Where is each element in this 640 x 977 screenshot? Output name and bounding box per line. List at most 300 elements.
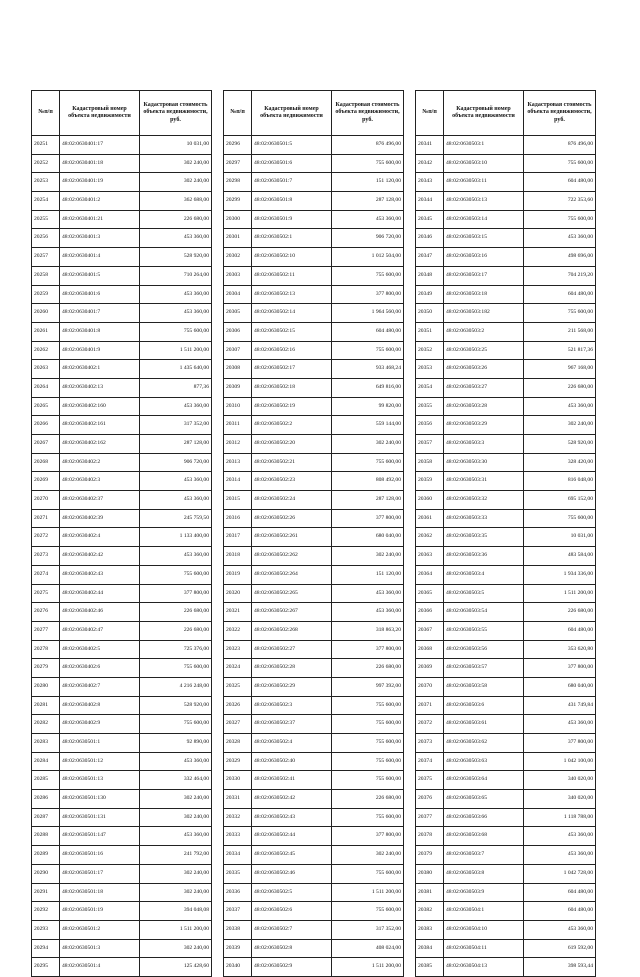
header-cadastral-number: Кадастровый номер объекта недвижимости xyxy=(252,91,332,136)
row-number: 20355 xyxy=(416,397,444,416)
cadastral-value: 755 600,00 xyxy=(140,715,212,734)
header-cadastral-value: Кадастровая стоимость объекта недвижимости, руб. xyxy=(140,91,212,136)
cadastral-value: 453 360,00 xyxy=(332,210,404,229)
row-number: 20346 xyxy=(416,229,444,248)
cadastral-number: 48:02:0630501:16 xyxy=(60,846,140,865)
cadastral-number: 48:02:0630402:39 xyxy=(60,509,140,528)
cadastral-value: 353 620,80 xyxy=(524,640,596,659)
cadastral-number: 48:02:0630503:35 xyxy=(444,528,524,547)
row-number: 20300 xyxy=(224,210,252,229)
cadastral-value: 302 240,00 xyxy=(332,435,404,454)
table-row xyxy=(32,752,212,771)
cadastral-number: 48:02:0630502:1 xyxy=(252,229,332,248)
row-number: 20325 xyxy=(224,677,252,696)
table-header-row xyxy=(32,91,212,136)
cadastral-number: 48:02:0630402:6 xyxy=(60,659,140,678)
header-cadastral-value: Кадастровая стоимость объекта недвижимости, руб. xyxy=(332,91,404,136)
table-header-row xyxy=(416,91,596,136)
table-row xyxy=(416,397,596,416)
table-row xyxy=(224,696,404,715)
cadastral-number: 48:02:0630502:11 xyxy=(252,266,332,285)
cadastral-number: 48:02:0630402:44 xyxy=(60,584,140,603)
cadastral-number: 48:02:0630503:29 xyxy=(444,416,524,435)
table-row xyxy=(224,939,404,958)
cadastral-number: 48:02:0630502:42 xyxy=(252,790,332,809)
row-number: 20357 xyxy=(416,435,444,454)
cadastral-number: 48:02:0630503:56 xyxy=(444,640,524,659)
row-number: 20299 xyxy=(224,192,252,211)
row-number: 20323 xyxy=(224,640,252,659)
cadastral-number: 48:02:0630503:17 xyxy=(444,266,524,285)
cadastral-number: 48:02:0630402:5 xyxy=(60,640,140,659)
cadastral-number: 48:02:0630502:6 xyxy=(252,902,332,921)
cadastral-value: 302 240,00 xyxy=(140,808,212,827)
table-row xyxy=(32,435,212,454)
row-number: 20378 xyxy=(416,827,444,846)
row-number: 20322 xyxy=(224,621,252,640)
cadastral-number: 48:02:0630503:66 xyxy=(444,808,524,827)
table-row xyxy=(224,734,404,753)
row-number: 20335 xyxy=(224,864,252,883)
cadastral-number: 48:02:0630503:31 xyxy=(444,472,524,491)
row-number: 20262 xyxy=(32,341,60,360)
cadastral-value: 377 800,00 xyxy=(332,509,404,528)
cadastral-value: 453 360,00 xyxy=(524,920,596,939)
table-row xyxy=(32,864,212,883)
row-number: 20306 xyxy=(224,322,252,341)
cadastral-number: 48:02:0630402:161 xyxy=(60,416,140,435)
cadastral-number: 48:02:0630503:32 xyxy=(444,491,524,510)
row-number: 20312 xyxy=(224,435,252,454)
row-number: 20354 xyxy=(416,378,444,397)
cadastral-number: 48:02:0630502:265 xyxy=(252,584,332,603)
row-number: 20331 xyxy=(224,790,252,809)
cadastral-number: 48:02:0630502:43 xyxy=(252,808,332,827)
table-row xyxy=(224,920,404,939)
row-number: 20345 xyxy=(416,210,444,229)
header-number: №п/п xyxy=(416,91,444,136)
cadastral-number: 48:02:0630502:41 xyxy=(252,771,332,790)
table-row xyxy=(32,715,212,734)
cadastral-value: 99 820,00 xyxy=(332,397,404,416)
cadastral-value: 340 020,00 xyxy=(524,771,596,790)
cadastral-value: 933 468,24 xyxy=(332,360,404,379)
cadastral-number: 48:02:0630502:8 xyxy=(252,939,332,958)
cadastral-value: 755 600,00 xyxy=(332,902,404,921)
row-number: 20289 xyxy=(32,846,60,865)
table-row xyxy=(32,603,212,622)
cadastral-value: 755 600,00 xyxy=(140,565,212,584)
cadastral-number: 48:02:0630401:6 xyxy=(60,285,140,304)
cadastral-number: 48:02:0630502:268 xyxy=(252,621,332,640)
cadastral-value: 453 360,00 xyxy=(140,827,212,846)
row-number: 20372 xyxy=(416,715,444,734)
cadastral-value: 755 600,00 xyxy=(332,771,404,790)
table-row xyxy=(32,154,212,173)
cadastral-value: 755 600,00 xyxy=(332,734,404,753)
cadastral-number: 48:02:0630502:10 xyxy=(252,248,332,267)
cadastral-number: 48:02:0630503:57 xyxy=(444,659,524,678)
cadastral-value: 287 128,00 xyxy=(332,491,404,510)
row-number: 20368 xyxy=(416,640,444,659)
cadastral-number: 48:02:0630402:9 xyxy=(60,715,140,734)
cadastral-number: 48:02:0630401:7 xyxy=(60,304,140,323)
row-number: 20332 xyxy=(224,808,252,827)
table-row xyxy=(416,621,596,640)
row-number: 20373 xyxy=(416,734,444,753)
table-row xyxy=(32,360,212,379)
cadastral-value: 680 040,00 xyxy=(524,677,596,696)
cadastral-number: 48:02:0630502:9 xyxy=(252,958,332,977)
table-row xyxy=(224,752,404,771)
cadastral-value: 755 600,00 xyxy=(332,154,404,173)
row-number: 20358 xyxy=(416,453,444,472)
row-number: 20330 xyxy=(224,771,252,790)
row-number: 20379 xyxy=(416,846,444,865)
cadastral-value: 302 240,00 xyxy=(140,790,212,809)
row-number: 20336 xyxy=(224,883,252,902)
cadastral-number: 48:02:0630503:9 xyxy=(444,883,524,902)
table-row xyxy=(224,378,404,397)
row-number: 20320 xyxy=(224,584,252,603)
cadastral-value: 755 600,00 xyxy=(524,304,596,323)
row-number: 20384 xyxy=(416,939,444,958)
table-row xyxy=(416,790,596,809)
row-number: 20277 xyxy=(32,621,60,640)
cadastral-number: 48:02:0630402:42 xyxy=(60,547,140,566)
cadastral-value: 211 568,00 xyxy=(524,322,596,341)
table-row xyxy=(416,416,596,435)
cadastral-value: 680 040,00 xyxy=(332,528,404,547)
cadastral-number: 48:02:0630502:3 xyxy=(252,696,332,715)
table-row xyxy=(224,864,404,883)
table-row xyxy=(32,266,212,285)
cadastral-number: 48:02:0630401:4 xyxy=(60,248,140,267)
table-row xyxy=(224,790,404,809)
table-row xyxy=(224,210,404,229)
cadastral-number: 48:02:0630502:267 xyxy=(252,603,332,622)
table-row xyxy=(416,266,596,285)
cadastral-number: 48:02:0630501:4 xyxy=(60,958,140,977)
cadastral-number: 48:02:0630503:16 xyxy=(444,248,524,267)
table-row xyxy=(416,565,596,584)
table-row xyxy=(416,322,596,341)
cadastral-number: 48:02:0630502:4 xyxy=(252,734,332,753)
cadastral-number: 48:02:0630502:44 xyxy=(252,827,332,846)
table-row xyxy=(416,864,596,883)
row-number: 20324 xyxy=(224,659,252,678)
table-row xyxy=(32,173,212,192)
table-row xyxy=(32,136,212,155)
row-number: 20288 xyxy=(32,827,60,846)
row-number: 20282 xyxy=(32,715,60,734)
row-number: 20294 xyxy=(32,939,60,958)
row-number: 20286 xyxy=(32,790,60,809)
cadastral-value: 453 360,00 xyxy=(140,752,212,771)
table-row xyxy=(224,771,404,790)
cadastral-value: 528 920,00 xyxy=(140,696,212,715)
table-row xyxy=(416,659,596,678)
row-number: 20352 xyxy=(416,341,444,360)
table-row xyxy=(32,902,212,921)
cadastral-value: 1 511 200,00 xyxy=(140,920,212,939)
cadastral-number: 48:02:0630503:62 xyxy=(444,734,524,753)
row-number: 20305 xyxy=(224,304,252,323)
table-row xyxy=(416,435,596,454)
cadastral-number: 48:02:0630504:1 xyxy=(444,902,524,921)
cadastral-value: 1 511 200,00 xyxy=(524,584,596,603)
table-row xyxy=(416,939,596,958)
cadastral-value: 453 360,00 xyxy=(524,715,596,734)
table-row xyxy=(224,304,404,323)
cadastral-number: 48:02:0630402:3 xyxy=(60,472,140,491)
cadastral-value: 453 360,00 xyxy=(140,472,212,491)
row-number: 20256 xyxy=(32,229,60,248)
cadastral-value: 302 240,00 xyxy=(140,883,212,902)
row-number: 20327 xyxy=(224,715,252,734)
row-number: 20267 xyxy=(32,435,60,454)
cadastral-number: 48:02:0630502:18 xyxy=(252,378,332,397)
row-number: 20375 xyxy=(416,771,444,790)
cadastral-number: 48:02:0630501:17 xyxy=(60,864,140,883)
row-number: 20374 xyxy=(416,752,444,771)
table-row xyxy=(224,397,404,416)
cadastral-number: 48:02:0630401:3 xyxy=(60,229,140,248)
row-number: 20366 xyxy=(416,603,444,622)
cadastral-value: 1 012 504,00 xyxy=(332,248,404,267)
row-number: 20383 xyxy=(416,920,444,939)
table-row xyxy=(224,491,404,510)
cadastral-number: 48:02:0630502:2 xyxy=(252,416,332,435)
row-number: 20260 xyxy=(32,304,60,323)
cadastral-value: 1 511 200,00 xyxy=(332,883,404,902)
row-number: 20254 xyxy=(32,192,60,211)
cadastral-value: 1 964 560,00 xyxy=(332,304,404,323)
row-number: 20313 xyxy=(224,453,252,472)
row-number: 20274 xyxy=(32,565,60,584)
cadastral-number: 48:02:0630402:162 xyxy=(60,435,140,454)
cadastral-number: 48:02:0630503:5 xyxy=(444,584,524,603)
cadastral-value: 1 133 400,00 xyxy=(140,528,212,547)
cadastral-value: 226 680,00 xyxy=(140,603,212,622)
row-number: 20381 xyxy=(416,883,444,902)
cadastral-number: 48:02:0630502:28 xyxy=(252,659,332,678)
cadastral-number: 48:02:0630503:28 xyxy=(444,397,524,416)
table-row xyxy=(416,229,596,248)
cadastral-value: 302 240,00 xyxy=(140,173,212,192)
table-row xyxy=(416,640,596,659)
cadastral-value: 906 720,00 xyxy=(140,453,212,472)
row-number: 20380 xyxy=(416,864,444,883)
row-number: 20343 xyxy=(416,173,444,192)
cadastral-number: 48:02:0630502:37 xyxy=(252,715,332,734)
row-number: 20342 xyxy=(416,154,444,173)
cadastral-number: 48:02:0630402:160 xyxy=(60,397,140,416)
table-row xyxy=(224,640,404,659)
cadastral-number: 48:02:0630402:46 xyxy=(60,603,140,622)
cadastral-value: 755 600,00 xyxy=(524,210,596,229)
table-row xyxy=(224,472,404,491)
cadastral-value: 10 031,00 xyxy=(140,136,212,155)
row-number: 20356 xyxy=(416,416,444,435)
table-row xyxy=(32,210,212,229)
row-number: 20270 xyxy=(32,491,60,510)
cadastral-value: 377 800,00 xyxy=(524,734,596,753)
table-row xyxy=(32,808,212,827)
cadastral-number: 48:02:0630503:2 xyxy=(444,322,524,341)
table-row xyxy=(224,603,404,622)
table-row xyxy=(32,322,212,341)
cadastral-value: 695 152,00 xyxy=(524,491,596,510)
cadastral-value: 604 480,00 xyxy=(524,621,596,640)
row-number: 20304 xyxy=(224,285,252,304)
table-row xyxy=(416,603,596,622)
table-row xyxy=(224,509,404,528)
cadastral-number: 48:02:0630504:10 xyxy=(444,920,524,939)
table-row xyxy=(224,883,404,902)
table-row xyxy=(32,341,212,360)
cadastral-number: 48:02:0630402:8 xyxy=(60,696,140,715)
row-number: 20255 xyxy=(32,210,60,229)
row-number: 20293 xyxy=(32,920,60,939)
table-row xyxy=(32,659,212,678)
table-row xyxy=(416,584,596,603)
row-number: 20258 xyxy=(32,266,60,285)
cadastral-number: 48:02:0630503:65 xyxy=(444,790,524,809)
cadastral-value: 328 420,00 xyxy=(524,453,596,472)
cadastral-number: 48:02:0630402:43 xyxy=(60,565,140,584)
cadastral-value: 453 360,00 xyxy=(524,229,596,248)
row-number: 20297 xyxy=(224,154,252,173)
cadastral-value: 1 435 640,00 xyxy=(140,360,212,379)
cadastral-value: 394 048,08 xyxy=(140,902,212,921)
cadastral-number: 48:02:0630501:2 xyxy=(60,920,140,939)
row-number: 20276 xyxy=(32,603,60,622)
table-row xyxy=(32,509,212,528)
row-number: 20285 xyxy=(32,771,60,790)
row-number: 20340 xyxy=(224,958,252,977)
table-row xyxy=(32,640,212,659)
cadastral-number: 48:02:0630502:262 xyxy=(252,547,332,566)
cadastral-number: 48:02:0630503:58 xyxy=(444,677,524,696)
cadastral-value: 453 360,00 xyxy=(524,397,596,416)
cadastral-number: 48:02:0630503:33 xyxy=(444,509,524,528)
cadastral-number: 48:02:0630502:19 xyxy=(252,397,332,416)
row-number: 20284 xyxy=(32,752,60,771)
row-number: 20353 xyxy=(416,360,444,379)
cadastral-table-2 xyxy=(223,90,404,977)
cadastral-number: 48:02:0630401:19 xyxy=(60,173,140,192)
cadastral-value: 1 934 336,00 xyxy=(524,565,596,584)
cadastral-number: 48:02:0630402:2 xyxy=(60,453,140,472)
table-row xyxy=(416,210,596,229)
cadastral-value: 287 128,00 xyxy=(332,192,404,211)
table-row xyxy=(416,902,596,921)
cadastral-number: 48:02:0630504:13 xyxy=(444,958,524,977)
cadastral-number: 48:02:0630503:30 xyxy=(444,453,524,472)
table-row xyxy=(416,173,596,192)
row-number: 20365 xyxy=(416,584,444,603)
table-row xyxy=(224,322,404,341)
table-row xyxy=(224,846,404,865)
cadastral-value: 906 720,00 xyxy=(332,229,404,248)
table-row xyxy=(32,677,212,696)
cadastral-number: 48:02:0630503:8 xyxy=(444,864,524,883)
cadastral-value: 10 031,00 xyxy=(524,528,596,547)
row-number: 20351 xyxy=(416,322,444,341)
row-number: 20319 xyxy=(224,565,252,584)
cadastral-value: 453 360,00 xyxy=(140,547,212,566)
table-row xyxy=(224,902,404,921)
table-row xyxy=(224,154,404,173)
table-row xyxy=(416,285,596,304)
row-number: 20337 xyxy=(224,902,252,921)
cadastral-value: 4 216 248,00 xyxy=(140,677,212,696)
table-row xyxy=(224,584,404,603)
table-row xyxy=(416,808,596,827)
cadastral-value: 302 240,00 xyxy=(140,154,212,173)
header-number: №п/п xyxy=(32,91,60,136)
table-row xyxy=(416,846,596,865)
cadastral-value: 649 816,00 xyxy=(332,378,404,397)
cadastral-value: 226 680,00 xyxy=(524,603,596,622)
row-number: 20263 xyxy=(32,360,60,379)
cadastral-value: 317 352,00 xyxy=(332,920,404,939)
cadastral-value: 302 240,00 xyxy=(524,416,596,435)
table-row xyxy=(32,397,212,416)
header-number: №п/п xyxy=(224,91,252,136)
row-number: 20317 xyxy=(224,528,252,547)
row-number: 20344 xyxy=(416,192,444,211)
row-number: 20295 xyxy=(32,958,60,977)
table-row xyxy=(224,192,404,211)
table-row xyxy=(416,509,596,528)
cadastral-value: 287 128,00 xyxy=(140,435,212,454)
table-row xyxy=(224,621,404,640)
cadastral-number: 48:02:0630401:17 xyxy=(60,136,140,155)
cadastral-value: 1 118 788,00 xyxy=(524,808,596,827)
table-row xyxy=(32,584,212,603)
table-row xyxy=(224,248,404,267)
cadastral-value: 725 376,00 xyxy=(140,640,212,659)
cadastral-value: 619 592,00 xyxy=(524,939,596,958)
row-number: 20264 xyxy=(32,378,60,397)
row-number: 20271 xyxy=(32,509,60,528)
cadastral-number: 48:02:0630502:7 xyxy=(252,920,332,939)
cadastral-number: 48:02:0630502:264 xyxy=(252,565,332,584)
table-row xyxy=(32,883,212,902)
cadastral-number: 48:02:0630501:12 xyxy=(60,752,140,771)
cadastral-number: 48:02:0630503:61 xyxy=(444,715,524,734)
cadastral-value: 377 800,00 xyxy=(332,285,404,304)
cadastral-value: 226 680,00 xyxy=(140,210,212,229)
row-number: 20318 xyxy=(224,547,252,566)
table-row xyxy=(224,565,404,584)
header-cadastral-number: Кадастровый номер объекта недвижимости xyxy=(444,91,524,136)
cadastral-value: 876 496,00 xyxy=(332,136,404,155)
row-number: 20370 xyxy=(416,677,444,696)
cadastral-value: 241 792,00 xyxy=(140,846,212,865)
cadastral-value: 704 219,20 xyxy=(524,266,596,285)
row-number: 20307 xyxy=(224,341,252,360)
cadastral-number: 48:02:0630502:26 xyxy=(252,509,332,528)
table-row xyxy=(32,958,212,977)
table-row xyxy=(32,846,212,865)
table-row xyxy=(416,883,596,902)
table-row xyxy=(32,547,212,566)
cadastral-value: 302 240,00 xyxy=(332,547,404,566)
cadastral-number: 48:02:0630501:131 xyxy=(60,808,140,827)
